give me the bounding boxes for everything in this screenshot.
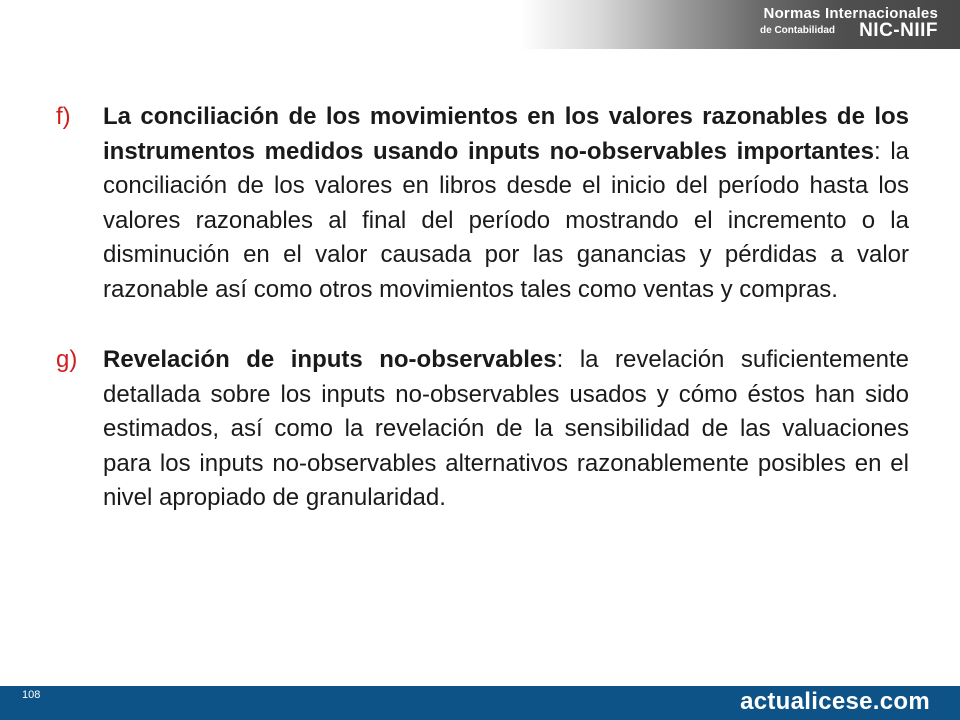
list-item-g (56, 343, 909, 516)
slide-content (56, 100, 909, 516)
logo-title: Normas Internacionales (763, 5, 938, 22)
logo-acronym: NIC-NIIF (859, 20, 938, 41)
page-number: 108 (22, 689, 41, 701)
nic-niif-logo (758, 5, 938, 45)
item-body: : la conciliación de los valores en libros desde el inicio del período hasta los valores razonables al final del período mostrando el incremento o la disminución en el valor causada por las ganancias y pérdidas a valor razonable así como otros movimientos tales como ventas y compras. (103, 137, 910, 303)
item-marker: f) (56, 103, 71, 130)
item-title: La conciliación de los movimientos en los valores razonables de los instrumentos medidos usando inputs no-observables importantes (103, 103, 909, 165)
footer-bar (0, 686, 960, 720)
top-banner (0, 0, 960, 49)
list-item-f (56, 100, 909, 307)
item-marker: g) (56, 346, 78, 373)
item-body: : la revelación suficientemente detallada sobre los inputs no-observables usados y cómo éstos han sido estimados, así como la revelación de la sensibilidad de las valuaciones para los inputs no-observables alternativos razonablemente posibles en el nivel apropiado de granularidad. (103, 346, 909, 511)
logo-subtitle: de Contabilidad (760, 25, 835, 36)
item-title: Revelación de inputs no-observables (103, 346, 557, 373)
brand-logo: actualicese.com (740, 688, 930, 715)
